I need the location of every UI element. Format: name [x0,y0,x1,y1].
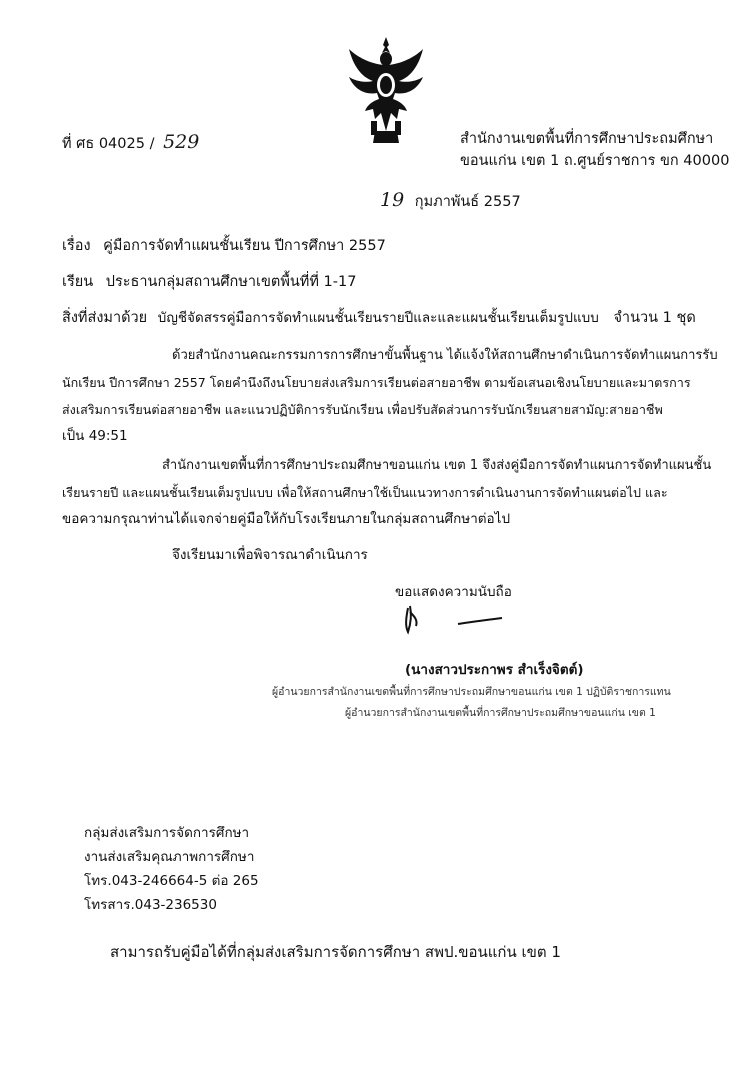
contact-unit: กลุ่มส่งเสริมการจัดการศึกษา [84,825,250,841]
body-paragraph-2 [62,452,712,533]
contact-phone: โทร.043-246664-5 ต่อ 265 [84,873,259,889]
signature-icon [400,598,510,638]
enclosure-line [62,306,696,329]
body-paragraph-3: จึงเรียนมาเพื่อพิจารณาดำเนินการ [172,547,368,563]
paragraph-1-line-1: ด้วยสำนักงานคณะกรรมการการศึกษาขั้นพื้นฐาน ได้แจ้งให้สถานศึกษาดำเนินการจัดทำแผนการรับ [172,348,718,363]
subject-line [62,234,386,257]
recipient-label: เรียน [62,274,94,290]
body-paragraph-1 [62,342,718,450]
contact-fax: โทรสาร.043-236530 [84,897,217,913]
paragraph-2-line-1: สำนักงานเขตพื้นที่การศึกษาประถมศึกษาขอนแก่น เขต 1 จึงส่งคู่มือการจัดทำแผนการจัดทำแผนชั้น [162,458,712,473]
reference-prefix: ที่ ศธ 04025 / [62,136,155,152]
enclosure-label: สิ่งที่ส่งมาด้วย [62,310,148,326]
reference-handwritten: 529 [163,131,200,153]
subject-text: คู่มือการจัดทำแผนชั้นเรียน ปีการศึกษา 2557 [103,238,386,254]
paragraph-1-line-4: เป็น 49:51 [62,428,128,444]
recipient-line [62,270,356,293]
office-line-1: สำนักงานเขตพื้นที่การศึกษาประถมศึกษา [460,131,714,147]
garuda-emblem-icon [345,35,427,145]
reference-number [62,131,199,155]
paragraph-2-line-2: เรียนรายปี และแผนชั้นเรียนเต็มรูปแบบ เพื่อให้สถานศึกษาใช้เป็นแนวทางการดำเนินงานการจัดทำแผนต่อไป และ [62,485,668,500]
paragraph-1-line-3: ส่งเสริมการเรียนต่อสายอาชีพ และแนวปฏิบัติการรับนักเรียน เพื่อปรับสัดส่วนการรับนักเรียนสายสามัญ:สายอาชีพ [62,402,663,417]
enclosure-quantity: จำนวน 1 ชุด [613,310,696,326]
subject-label: เรื่อง [62,238,91,254]
recipient-text: ประธานกลุ่มสถานศึกษาเขตพื้นที่ที่ 1-17 [105,274,357,290]
date-handwritten: 19 [380,189,405,211]
signatory-position-2: ผู้อำนวยการสำนักงานเขตพื้นที่การศึกษาประถมศึกษาขอนแก่น เขต 1 [345,707,656,719]
contact-section: งานส่งเสริมคุณภาพการศึกษา [84,849,255,865]
office-line-2: ขอนแก่น เขต 1 ถ.ศูนย์ราชการ ขก 40000 [460,153,730,169]
enclosure-text: บัญชีจัดสรรคู่มือการจัดทำแผนชั้นเรียนรายปีและและแผนชั้นเรียนเต็มรูปแบบ [157,310,599,326]
paragraph-2-line-3: ขอความกรุณาท่านได้แจกจ่ายคู่มือให้กับโรงเรียนภายในกลุ่มสถานศึกษาต่อไป [62,511,511,527]
document-date [380,189,521,213]
closing-regards: ขอแสดงความนับถือ [395,584,512,600]
paragraph-1-line-2: นักเรียน ปีการศึกษา 2557 โดยคำนึงถึงนโยบายส่งเสริมการเรียนต่อสายอาชีพ ตามข้อเสนอเชิงนโยบายและมาตรการ [62,375,691,390]
signatory-name: (นางสาวประกาพร สำเร็งจิตต์) [405,662,584,678]
signatory-position-1: ผู้อำนวยการสำนักงานเขตพื้นที่การศึกษาประถมศึกษาขอนแก่น เขต 1 ปฏิบัติราชการแทน [272,686,671,698]
footer-note: สามารถรับคู่มือได้ที่กลุ่มส่งเสริมการจัดการศึกษา สพป.ขอนแก่น เขต 1 [110,943,561,961]
date-month-year: กุมภาพันธ์ 2557 [414,194,521,210]
